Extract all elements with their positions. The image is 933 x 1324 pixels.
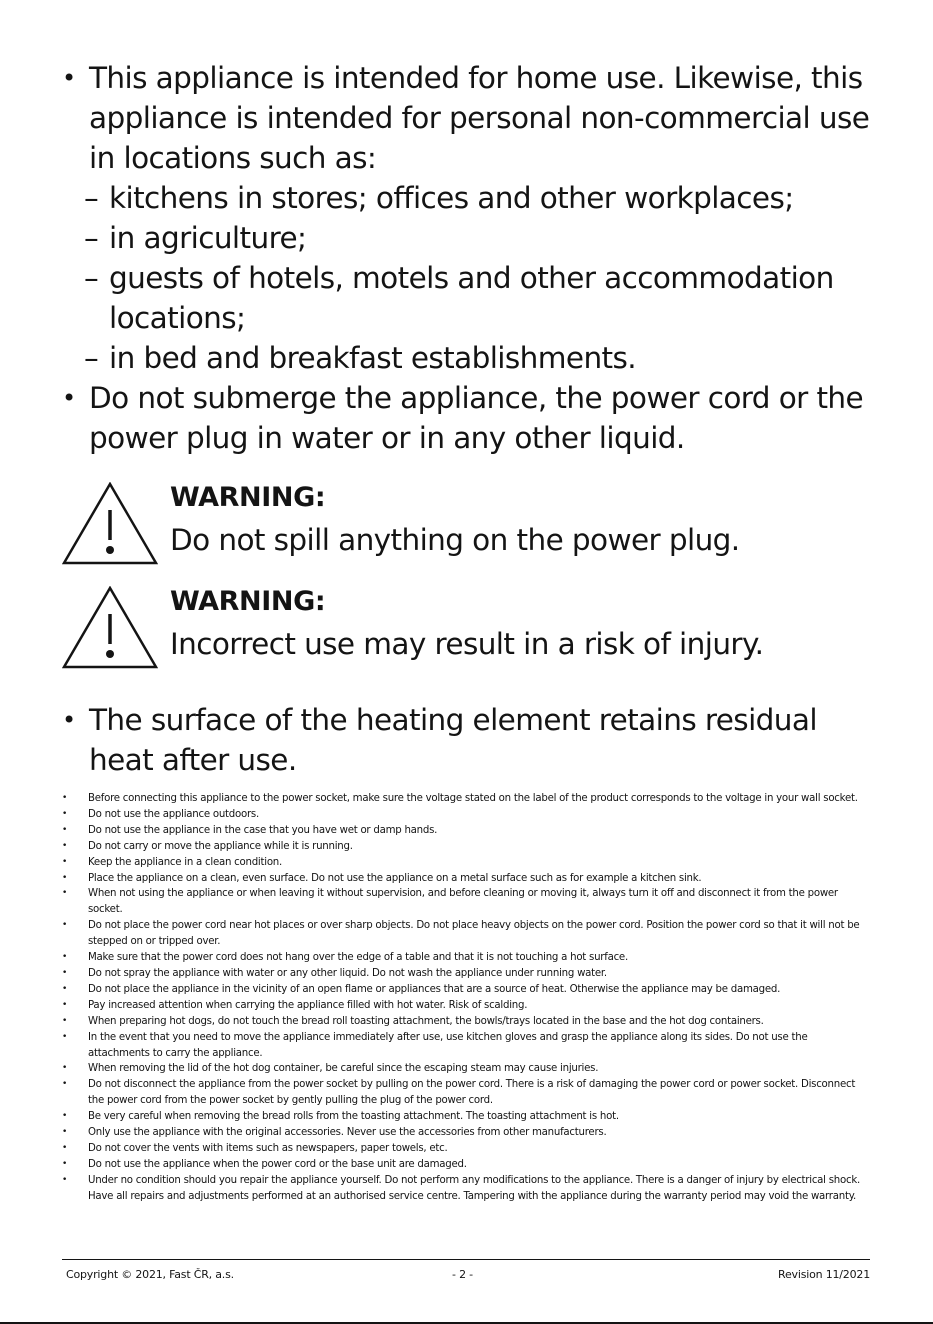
bullet-icon: • (62, 888, 68, 899)
safety-list-text: Under no condition should you repair the appliance yourself. Do not perform any modifications to the appliance. There is a danger of injury by electrical shock. Have all repairs and adjustments performed at an authorised service centre. Tampering with the appliance during the warranty period may void the warranty. (88, 1174, 860, 1202)
warning-triangle-icon (62, 586, 158, 670)
safety-list-text: Keep the appliance in a clean condition. (88, 856, 282, 868)
bullet-icon: • (62, 856, 68, 867)
dash-icon: – (84, 261, 99, 295)
bullet-icon: • (62, 1158, 68, 1169)
bullet-icon: • (62, 872, 68, 883)
footer-divider (62, 1259, 870, 1260)
bullet-icon: • (62, 1063, 68, 1074)
safety-list-text: Do not spray the appliance with water or any other liquid. Do not wash the appliance under running water. (88, 967, 607, 979)
safety-list-item (62, 823, 870, 839)
warning-block (62, 482, 882, 572)
safety-list-text: Do not use the appliance when the power cord or the base unit are damaged. (88, 1158, 467, 1170)
bullet-icon: • (62, 952, 68, 963)
warning-block (62, 586, 882, 676)
safety-list-text: Do not carry or move the appliance while it is running. (88, 840, 353, 852)
safety-list-text: When preparing hot dogs, do not touch the bread roll toasting attachment, the bowls/trays located in the base and the hot dog containers. (88, 1015, 764, 1027)
bullet-icon: • (62, 1031, 68, 1042)
warning-title: WARNING: (170, 482, 326, 513)
dash-icon: – (84, 341, 99, 375)
safety-list-text: Only use the appliance with the original accessories. Never use the accessories from other manufacturers. (88, 1127, 607, 1139)
safety-list-text: Pay increased attention when carrying the appliance filled with hot water. Risk of scalding. (88, 999, 528, 1011)
safety-list-item (62, 1141, 870, 1157)
safety-list-item (62, 871, 870, 887)
bullet-text: The surface of the heating element retains residual heat after use. (89, 703, 817, 777)
bullet-text: Do not submerge the appliance, the power cord or the power plug in water or in any other liquid. (89, 381, 864, 455)
bullet-icon: • (62, 967, 68, 978)
safety-list-text: Do not cover the vents with items such as newspapers, paper towels, etc. (88, 1142, 448, 1154)
dash-icon: – (84, 221, 99, 255)
safety-list-item (62, 966, 870, 982)
bullet-icon: • (62, 983, 68, 994)
safety-list-item (62, 791, 870, 807)
safety-list-text: In the event that you need to move the appliance immediately after use, use kitchen gloves and grasp the appliance along its sides. Do not use the attachments to carry the appliance. (88, 1031, 808, 1059)
bullet-text: This appliance is intended for home use. Likewise, this appliance is intended for personal non-commercial use in locations such as: (89, 61, 870, 175)
safety-list-text: Place the appliance on a clean, even surface. Do not use the appliance on a metal surface such as for example a kitchen sink. (88, 872, 702, 884)
warning-title: WARNING: (170, 586, 326, 617)
safety-list-item (62, 1030, 870, 1062)
footer-copyright: Copyright © 2021, Fast ČR, a.s. (66, 1268, 234, 1281)
safety-list-text: Do not place the appliance in the vicinity of an open flame or appliances that are a source of heat. Otherwise the appliance may be damaged. (88, 983, 781, 995)
footer-revision: Revision 11/2021 (778, 1268, 870, 1281)
safety-list-text: Before connecting this appliance to the power socket, make sure the voltage stated on the label of the product corresponds to the voltage in your wall socket. (88, 793, 858, 804)
bullet-icon: • (62, 1127, 68, 1138)
warning-triangle-icon (62, 482, 158, 566)
footer-page-number: - 2 - (452, 1268, 473, 1281)
bullet-icon: • (62, 920, 68, 931)
bullet-icon: • (62, 384, 76, 412)
bullet-icon: • (62, 64, 76, 92)
bullet-icon: • (62, 1079, 68, 1090)
safety-list-text: Do not disconnect the appliance from the power socket by pulling on the power cord. There is a risk of damaging the power cord or power socket. Disconnect the power cord from the power socket by gently pulling the plug of the power cord. (88, 1079, 856, 1107)
bullet-icon: • (62, 793, 68, 803)
safety-list-item (62, 918, 870, 950)
safety-list-item (62, 982, 870, 998)
bullet-icon: • (62, 1015, 68, 1026)
safety-list-text: Be very careful when removing the bread rolls from the toasting attachment. The toasting attachment is hot. (88, 1111, 619, 1123)
bullet-icon: • (62, 706, 76, 734)
safety-list-item (62, 1125, 870, 1141)
safety-list-item (62, 839, 870, 855)
bullet-icon: • (62, 1174, 68, 1185)
bullet-icon: • (62, 808, 68, 819)
dash-icon: – (84, 181, 99, 215)
safety-list-item (62, 1014, 870, 1030)
safety-list-text: Make sure that the power cord does not hang over the edge of a table and that it is not touching a hot surface. (88, 952, 628, 964)
location-text: in agriculture; (109, 221, 307, 255)
safety-list-item (62, 1157, 870, 1173)
safety-list-text: When not using the appliance or when leaving it without supervision, and before cleaning or moving it, always turn it off and disconnect it from the power socket. (88, 888, 838, 916)
location-text: in bed and breakfast establishments. (109, 341, 637, 375)
safety-list-item (62, 886, 870, 918)
safety-list-text: Do not use the appliance outdoors. (88, 808, 259, 820)
bullet-icon: • (62, 1142, 68, 1153)
safety-list-item (62, 950, 870, 966)
location-text: kitchens in stores; offices and other workplaces; (109, 181, 794, 215)
safety-list-text: Do not place the power cord near hot places or over sharp objects. Do not place heavy objects on the power cord. Position the power cord so that it will not be stepped on or tripped over. (88, 920, 860, 948)
safety-list-item (62, 1061, 870, 1077)
location-text: guests of hotels, motels and other accommodation locations; (109, 261, 834, 335)
bullet-icon: • (62, 1111, 68, 1122)
warning-text: Incorrect use may result in a risk of injury. (170, 627, 764, 661)
bullet-icon: • (62, 840, 68, 851)
safety-list-item (62, 807, 870, 823)
warning-text: Do not spill anything on the power plug. (170, 523, 740, 557)
safety-list-text: Do not use the appliance in the case that you have wet or damp hands. (88, 824, 438, 836)
safety-list-item (62, 855, 870, 871)
bullet-icon: • (62, 999, 68, 1010)
safety-list-item (62, 1109, 870, 1125)
safety-list-text: When removing the lid of the hot dog container, be careful since the escaping steam may cause injuries. (88, 1063, 599, 1075)
safety-list-item (62, 1173, 870, 1205)
bullet-icon: • (62, 824, 68, 835)
safety-list (62, 791, 870, 1205)
safety-list-item (62, 1077, 870, 1109)
safety-list-item (62, 998, 870, 1014)
